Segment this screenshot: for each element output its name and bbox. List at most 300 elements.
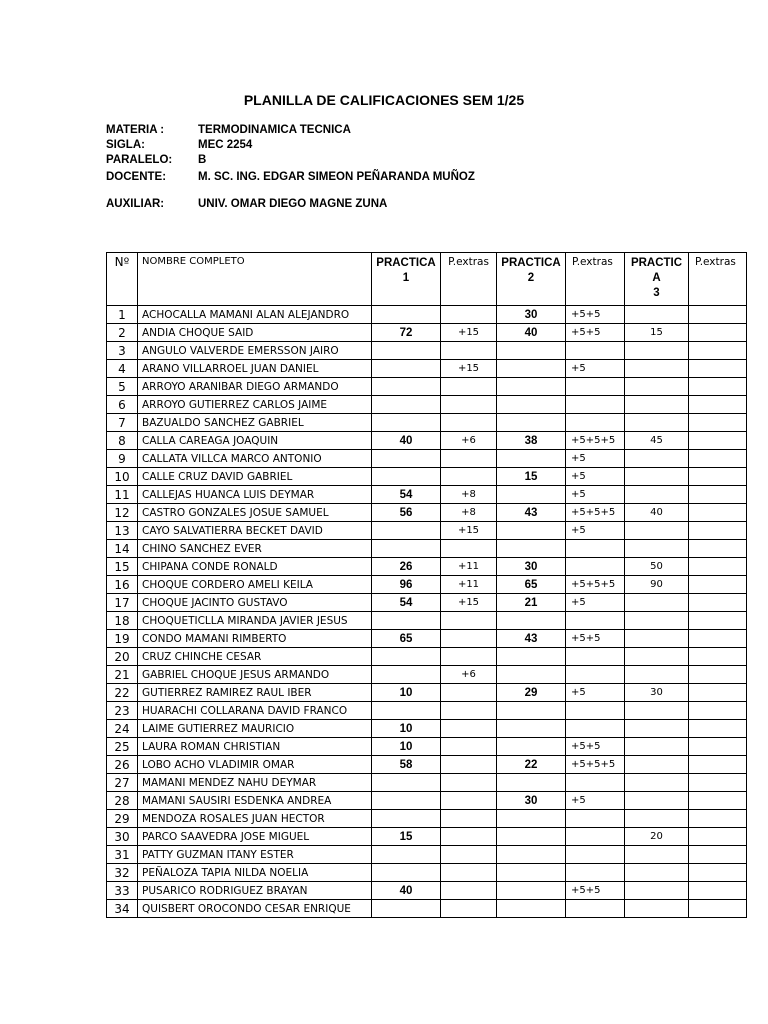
table-row bbox=[107, 522, 747, 540]
row-number: 33 bbox=[107, 882, 138, 900]
practica-3-grade bbox=[625, 702, 689, 720]
extras-1 bbox=[441, 738, 497, 756]
extras-1: +11 bbox=[441, 558, 497, 576]
table-row bbox=[107, 450, 747, 468]
practica-1-grade bbox=[372, 900, 441, 918]
table-row bbox=[107, 684, 747, 702]
student-name: CHINO SANCHEZ EVER bbox=[138, 540, 372, 558]
student-name: CHOQUE JACINTO GUSTAVO bbox=[138, 594, 372, 612]
practica-3-grade bbox=[625, 486, 689, 504]
extras-2 bbox=[566, 810, 625, 828]
extras-1 bbox=[441, 396, 497, 414]
table-row bbox=[107, 378, 747, 396]
extras-3 bbox=[689, 846, 747, 864]
practica-3-grade: 40 bbox=[625, 504, 689, 522]
student-name: CALLE CRUZ DAVID GABRIEL bbox=[138, 468, 372, 486]
practica-1-grade bbox=[372, 468, 441, 486]
extras-3 bbox=[689, 720, 747, 738]
table-row bbox=[107, 828, 747, 846]
practica-1-grade: 72 bbox=[372, 324, 441, 342]
practica-2-grade bbox=[497, 846, 566, 864]
extras-1 bbox=[441, 810, 497, 828]
extras-3 bbox=[689, 684, 747, 702]
extras-2: +5+5+5 bbox=[566, 576, 625, 594]
extras-1: +6 bbox=[441, 432, 497, 450]
extras-2 bbox=[566, 648, 625, 666]
row-number: 20 bbox=[107, 648, 138, 666]
practica-1-grade: 10 bbox=[372, 720, 441, 738]
extras-2: +5 bbox=[566, 486, 625, 504]
practica-2-grade bbox=[497, 864, 566, 882]
practica-3-grade: 30 bbox=[625, 684, 689, 702]
practica-1-grade bbox=[372, 846, 441, 864]
row-number: 32 bbox=[107, 864, 138, 882]
student-name: ANGULO VALVERDE EMERSSON JAIRO bbox=[138, 342, 372, 360]
practica-3-grade bbox=[625, 378, 689, 396]
extras-1: +15 bbox=[441, 522, 497, 540]
practica-1-grade bbox=[372, 648, 441, 666]
table-row bbox=[107, 558, 747, 576]
practica-2-grade bbox=[497, 378, 566, 396]
table-row bbox=[107, 900, 747, 918]
practica-2-grade bbox=[497, 720, 566, 738]
practica-1-grade bbox=[372, 666, 441, 684]
col-header-extras-3: P.extras bbox=[689, 253, 747, 306]
extras-1 bbox=[441, 774, 497, 792]
student-name: MAMANI SAUSIRI ESDENKA ANDREA bbox=[138, 792, 372, 810]
extras-2: +5+5 bbox=[566, 630, 625, 648]
practica-2-grade: 38 bbox=[497, 432, 566, 450]
practica-1-grade bbox=[372, 792, 441, 810]
table-row bbox=[107, 468, 747, 486]
student-name: ACHOCALLA MAMANI ALAN ALEJANDRO bbox=[138, 306, 372, 324]
extras-1 bbox=[441, 468, 497, 486]
extras-3 bbox=[689, 900, 747, 918]
header-line: PRACTICA bbox=[376, 257, 436, 269]
practica-1-grade bbox=[372, 864, 441, 882]
row-number: 22 bbox=[107, 684, 138, 702]
extras-3 bbox=[689, 576, 747, 594]
extras-1: +15 bbox=[441, 360, 497, 378]
extras-1 bbox=[441, 612, 497, 630]
col-header-number: Nº bbox=[107, 253, 138, 306]
extras-3 bbox=[689, 342, 747, 360]
student-name: MAMANI MENDEZ NAHU DEYMAR bbox=[138, 774, 372, 792]
extras-3 bbox=[689, 756, 747, 774]
practica-1-grade: 65 bbox=[372, 630, 441, 648]
extras-3 bbox=[689, 450, 747, 468]
extras-3 bbox=[689, 648, 747, 666]
extras-1 bbox=[441, 540, 497, 558]
practica-1-grade: 56 bbox=[372, 504, 441, 522]
practica-2-grade: 30 bbox=[497, 558, 566, 576]
practica-1-grade bbox=[372, 396, 441, 414]
student-name: PEÑALOZA TAPIA NILDA NOELIA bbox=[138, 864, 372, 882]
practica-2-grade bbox=[497, 486, 566, 504]
row-number: 18 bbox=[107, 612, 138, 630]
extras-2: +5 bbox=[566, 360, 625, 378]
table-row bbox=[107, 720, 747, 738]
extras-3 bbox=[689, 630, 747, 648]
extras-1 bbox=[441, 846, 497, 864]
extras-1 bbox=[441, 720, 497, 738]
practica-3-grade bbox=[625, 468, 689, 486]
extras-2 bbox=[566, 864, 625, 882]
practica-3-grade bbox=[625, 414, 689, 432]
row-number: 31 bbox=[107, 846, 138, 864]
table-row bbox=[107, 504, 747, 522]
student-name: ARROYO ARANIBAR DIEGO ARMANDO bbox=[138, 378, 372, 396]
extras-2 bbox=[566, 666, 625, 684]
extras-2 bbox=[566, 720, 625, 738]
practica-1-grade bbox=[372, 378, 441, 396]
extras-1 bbox=[441, 342, 497, 360]
student-name: CASTRO GONZALES JOSUE SAMUEL bbox=[138, 504, 372, 522]
materia-value: TERMODINAMICA TECNICA bbox=[198, 124, 351, 136]
student-name: CALLA CAREAGA JOAQUIN bbox=[138, 432, 372, 450]
practica-1-grade bbox=[372, 306, 441, 324]
extras-2: +5 bbox=[566, 792, 625, 810]
col-header-practica-1 bbox=[372, 253, 441, 306]
practica-2-grade bbox=[497, 774, 566, 792]
extras-3 bbox=[689, 792, 747, 810]
practica-2-grade bbox=[497, 612, 566, 630]
extras-1 bbox=[441, 648, 497, 666]
extras-3 bbox=[689, 540, 747, 558]
table-row bbox=[107, 576, 747, 594]
table-row bbox=[107, 630, 747, 648]
row-number: 5 bbox=[107, 378, 138, 396]
row-number: 10 bbox=[107, 468, 138, 486]
course-info bbox=[106, 124, 506, 224]
extras-2: +5 bbox=[566, 684, 625, 702]
practica-3-grade bbox=[625, 594, 689, 612]
table-row bbox=[107, 306, 747, 324]
practica-1-grade: 40 bbox=[372, 882, 441, 900]
practica-2-grade bbox=[497, 360, 566, 378]
practica-1-grade: 54 bbox=[372, 594, 441, 612]
student-name: GUTIERREZ RAMIREZ RAUL IBER bbox=[138, 684, 372, 702]
row-number: 12 bbox=[107, 504, 138, 522]
row-number: 23 bbox=[107, 702, 138, 720]
practica-1-grade: 40 bbox=[372, 432, 441, 450]
extras-1: +8 bbox=[441, 504, 497, 522]
table-row bbox=[107, 342, 747, 360]
materia-label: MATERIA : bbox=[106, 124, 165, 136]
table-row bbox=[107, 486, 747, 504]
practica-2-grade: 15 bbox=[497, 468, 566, 486]
practica-1-grade bbox=[372, 522, 441, 540]
practica-2-grade bbox=[497, 666, 566, 684]
practica-2-grade bbox=[497, 522, 566, 540]
extras-1: +15 bbox=[441, 324, 497, 342]
practica-3-grade: 90 bbox=[625, 576, 689, 594]
practica-3-grade: 50 bbox=[625, 558, 689, 576]
extras-1 bbox=[441, 828, 497, 846]
table-row bbox=[107, 666, 747, 684]
table-row bbox=[107, 702, 747, 720]
practica-2-grade: 43 bbox=[497, 630, 566, 648]
row-number: 15 bbox=[107, 558, 138, 576]
practica-1-grade bbox=[372, 414, 441, 432]
practica-3-grade bbox=[625, 720, 689, 738]
practica-1-grade: 10 bbox=[372, 684, 441, 702]
extras-2 bbox=[566, 900, 625, 918]
extras-1 bbox=[441, 756, 497, 774]
row-number: 7 bbox=[107, 414, 138, 432]
practica-1-grade: 10 bbox=[372, 738, 441, 756]
student-name: BAZUALDO SANCHEZ GABRIEL bbox=[138, 414, 372, 432]
table-row bbox=[107, 810, 747, 828]
practica-2-grade bbox=[497, 396, 566, 414]
table-row bbox=[107, 864, 747, 882]
extras-1 bbox=[441, 684, 497, 702]
practica-1-grade bbox=[372, 612, 441, 630]
student-name: CALLEJAS HUANCA LUIS DEYMAR bbox=[138, 486, 372, 504]
practica-2-grade bbox=[497, 882, 566, 900]
row-number: 6 bbox=[107, 396, 138, 414]
extras-3 bbox=[689, 378, 747, 396]
practica-3-grade bbox=[625, 360, 689, 378]
practica-3-grade bbox=[625, 396, 689, 414]
row-number: 26 bbox=[107, 756, 138, 774]
header-line: PRACTICA bbox=[501, 257, 561, 269]
extras-1: +11 bbox=[441, 576, 497, 594]
table-row bbox=[107, 594, 747, 612]
extras-2: +5+5 bbox=[566, 306, 625, 324]
row-number: 30 bbox=[107, 828, 138, 846]
student-name: CHIPANA CONDE RONALD bbox=[138, 558, 372, 576]
extras-3 bbox=[689, 504, 747, 522]
table-row bbox=[107, 396, 747, 414]
paralelo-label: PARALELO: bbox=[106, 154, 173, 166]
extras-2: +5+5 bbox=[566, 324, 625, 342]
practica-3-grade bbox=[625, 666, 689, 684]
table-row bbox=[107, 792, 747, 810]
extras-3 bbox=[689, 810, 747, 828]
practica-3-grade bbox=[625, 522, 689, 540]
header-line: 2 bbox=[527, 272, 535, 284]
practica-2-grade bbox=[497, 342, 566, 360]
practica-3-grade bbox=[625, 450, 689, 468]
extras-3 bbox=[689, 396, 747, 414]
student-name: GABRIEL CHOQUE JESUS ARMANDO bbox=[138, 666, 372, 684]
student-name: ARANO VILLARROEL JUAN DANIEL bbox=[138, 360, 372, 378]
practica-2-grade: 21 bbox=[497, 594, 566, 612]
practica-1-grade bbox=[372, 810, 441, 828]
auxiliar-value: UNIV. OMAR DIEGO MAGNE ZUNA bbox=[198, 198, 388, 210]
practica-2-grade bbox=[497, 702, 566, 720]
extras-3 bbox=[689, 738, 747, 756]
student-name: CONDO MAMANI RIMBERTO bbox=[138, 630, 372, 648]
row-number: 27 bbox=[107, 774, 138, 792]
col-header-name: NOMBRE COMPLETO bbox=[138, 253, 372, 306]
row-number: 17 bbox=[107, 594, 138, 612]
student-name: MENDOZA ROSALES JUAN HECTOR bbox=[138, 810, 372, 828]
practica-3-grade bbox=[625, 630, 689, 648]
row-number: 2 bbox=[107, 324, 138, 342]
extras-2 bbox=[566, 342, 625, 360]
practica-3-grade bbox=[625, 756, 689, 774]
practica-1-grade: 15 bbox=[372, 828, 441, 846]
table-row bbox=[107, 738, 747, 756]
extras-3 bbox=[689, 666, 747, 684]
extras-3 bbox=[689, 702, 747, 720]
col-header-practica-3 bbox=[625, 253, 689, 306]
table-row bbox=[107, 612, 747, 630]
practica-1-grade bbox=[372, 702, 441, 720]
practica-2-grade: 40 bbox=[497, 324, 566, 342]
row-number: 14 bbox=[107, 540, 138, 558]
docente-value: M. SC. ING. EDGAR SIMEON PEÑARANDA MUÑOZ bbox=[198, 171, 475, 183]
header-line: PRACTIC bbox=[630, 257, 683, 269]
practica-1-grade: 58 bbox=[372, 756, 441, 774]
practica-1-grade bbox=[372, 774, 441, 792]
extras-3 bbox=[689, 774, 747, 792]
practica-2-grade bbox=[497, 900, 566, 918]
practica-1-grade bbox=[372, 342, 441, 360]
student-name: CRUZ CHINCHE CESAR bbox=[138, 648, 372, 666]
extras-2 bbox=[566, 540, 625, 558]
extras-3 bbox=[689, 828, 747, 846]
row-number: 16 bbox=[107, 576, 138, 594]
extras-2: +5+5+5 bbox=[566, 432, 625, 450]
practica-1-grade: 96 bbox=[372, 576, 441, 594]
practica-3-grade: 15 bbox=[625, 324, 689, 342]
row-number: 25 bbox=[107, 738, 138, 756]
practica-3-grade bbox=[625, 864, 689, 882]
practica-3-grade bbox=[625, 738, 689, 756]
extras-3 bbox=[689, 882, 747, 900]
table-row bbox=[107, 774, 747, 792]
student-name: CAYO SALVATIERRA BECKET DAVID bbox=[138, 522, 372, 540]
extras-2 bbox=[566, 774, 625, 792]
col-header-practica-2 bbox=[497, 253, 566, 306]
extras-2: +5 bbox=[566, 450, 625, 468]
student-name: PUSARICO RODRIGUEZ BRAYAN bbox=[138, 882, 372, 900]
table-row bbox=[107, 540, 747, 558]
header-line: A bbox=[652, 272, 661, 284]
table-row bbox=[107, 432, 747, 450]
sigla-label: SIGLA: bbox=[106, 139, 145, 151]
extras-1 bbox=[441, 702, 497, 720]
extras-1 bbox=[441, 378, 497, 396]
extras-3 bbox=[689, 486, 747, 504]
practica-3-grade bbox=[625, 774, 689, 792]
extras-3 bbox=[689, 864, 747, 882]
extras-3 bbox=[689, 432, 747, 450]
practica-3-grade bbox=[625, 306, 689, 324]
extras-2: +5 bbox=[566, 522, 625, 540]
header-line: 1 bbox=[402, 272, 410, 284]
extras-1: +8 bbox=[441, 486, 497, 504]
extras-1 bbox=[441, 900, 497, 918]
practica-2-grade: 30 bbox=[497, 792, 566, 810]
practica-3-grade bbox=[625, 792, 689, 810]
extras-2: +5 bbox=[566, 468, 625, 486]
student-name: CHOQUETICLLA MIRANDA JAVIER JESUS bbox=[138, 612, 372, 630]
extras-1 bbox=[441, 864, 497, 882]
col-header-extras-1: P.extras bbox=[441, 253, 497, 306]
practica-2-grade bbox=[497, 738, 566, 756]
row-number: 4 bbox=[107, 360, 138, 378]
sigla-value: MEC 2254 bbox=[198, 139, 253, 151]
practica-2-grade bbox=[497, 810, 566, 828]
student-name: PARCO SAAVEDRA JOSE MIGUEL bbox=[138, 828, 372, 846]
practica-1-grade bbox=[372, 450, 441, 468]
extras-1 bbox=[441, 306, 497, 324]
extras-1 bbox=[441, 792, 497, 810]
practica-3-grade bbox=[625, 900, 689, 918]
extras-2: +5+5+5 bbox=[566, 756, 625, 774]
student-name: QUISBERT OROCONDO CESAR ENRIQUE bbox=[138, 900, 372, 918]
page-title: PLANILLA DE CALIFICACIONES SEM 1/25 bbox=[243, 92, 525, 108]
extras-3 bbox=[689, 612, 747, 630]
header-line: 3 bbox=[653, 287, 660, 299]
student-name: LAIME GUTIERREZ MAURICIO bbox=[138, 720, 372, 738]
table-row bbox=[107, 648, 747, 666]
student-name: LAURA ROMAN CHRISTIAN bbox=[138, 738, 372, 756]
table-row bbox=[107, 756, 747, 774]
practica-3-grade: 20 bbox=[625, 828, 689, 846]
table-row bbox=[107, 414, 747, 432]
student-name: ANDIA CHOQUE SAID bbox=[138, 324, 372, 342]
practica-3-grade bbox=[625, 342, 689, 360]
extras-2: +5 bbox=[566, 594, 625, 612]
extras-2 bbox=[566, 396, 625, 414]
practica-2-grade: 65 bbox=[497, 576, 566, 594]
student-name: PATTY GUZMAN ITANY ESTER bbox=[138, 846, 372, 864]
row-number: 34 bbox=[107, 900, 138, 918]
extras-2 bbox=[566, 414, 625, 432]
student-name: CHOQUE CORDERO AMELI KEILA bbox=[138, 576, 372, 594]
extras-2 bbox=[566, 378, 625, 396]
student-name: CALLATA VILLCA MARCO ANTONIO bbox=[138, 450, 372, 468]
extras-1 bbox=[441, 630, 497, 648]
practica-3-grade bbox=[625, 648, 689, 666]
extras-2 bbox=[566, 846, 625, 864]
practica-1-grade bbox=[372, 360, 441, 378]
extras-1 bbox=[441, 414, 497, 432]
auxiliar-label: AUXILIAR: bbox=[106, 198, 165, 210]
paralelo-value: B bbox=[198, 154, 207, 166]
extras-2 bbox=[566, 612, 625, 630]
table-row bbox=[107, 846, 747, 864]
student-name: ARROYO GUTIERREZ CARLOS JAIME bbox=[138, 396, 372, 414]
practica-3-grade bbox=[625, 846, 689, 864]
extras-2: +5+5 bbox=[566, 738, 625, 756]
practica-3-grade bbox=[625, 882, 689, 900]
row-number: 24 bbox=[107, 720, 138, 738]
practica-2-grade: 29 bbox=[497, 684, 566, 702]
table-row bbox=[107, 882, 747, 900]
extras-2 bbox=[566, 558, 625, 576]
extras-2: +5+5+5 bbox=[566, 504, 625, 522]
row-number: 11 bbox=[107, 486, 138, 504]
extras-1: +6 bbox=[441, 666, 497, 684]
grades-table bbox=[106, 252, 747, 918]
practica-2-grade: 22 bbox=[497, 756, 566, 774]
col-header-extras-2: P.extras bbox=[566, 253, 625, 306]
practica-3-grade bbox=[625, 540, 689, 558]
extras-3 bbox=[689, 558, 747, 576]
row-number: 1 bbox=[107, 306, 138, 324]
practica-2-grade: 43 bbox=[497, 504, 566, 522]
table-row bbox=[107, 360, 747, 378]
practica-3-grade bbox=[625, 612, 689, 630]
row-number: 28 bbox=[107, 792, 138, 810]
practica-2-grade bbox=[497, 414, 566, 432]
